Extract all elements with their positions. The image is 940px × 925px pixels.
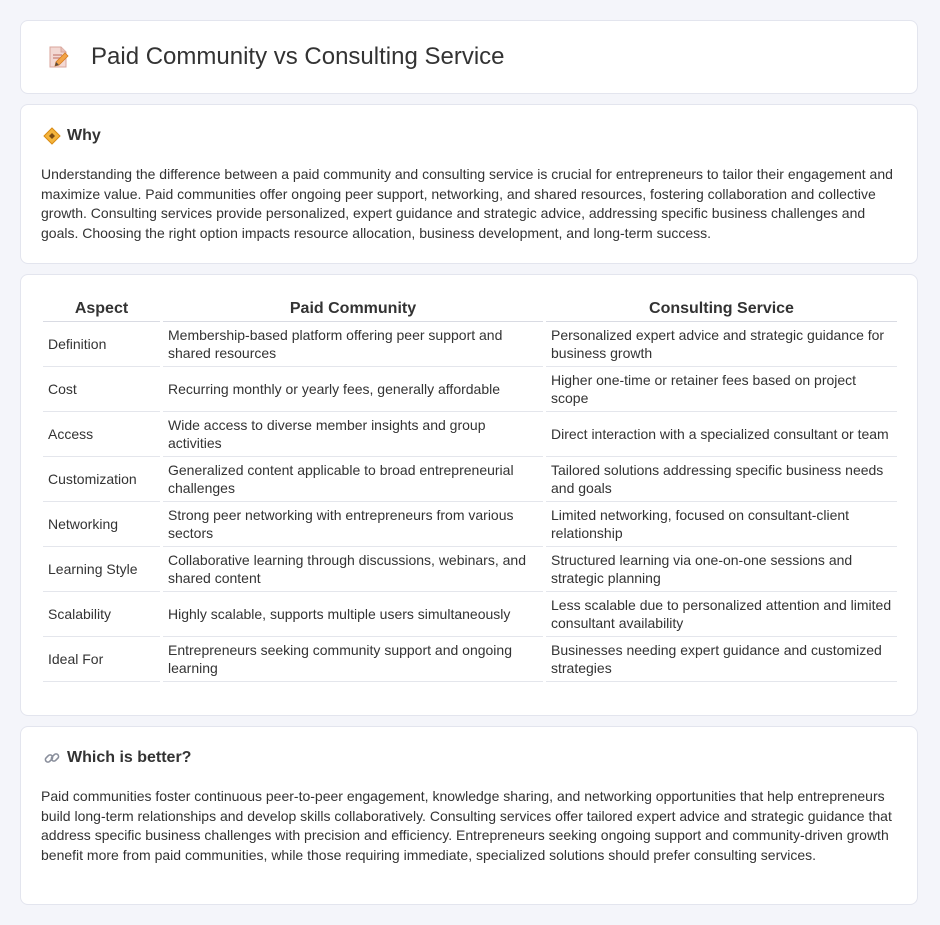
row-consulting-service: Limited networking, focused on consultant-client relationship bbox=[545, 502, 898, 547]
title-row bbox=[45, 43, 505, 71]
row-paid-community: Strong peer networking with entrepreneurs from various sectors bbox=[162, 502, 545, 547]
table-row bbox=[43, 502, 897, 547]
row-consulting-service: Higher one-time or retainer fees based on project scope bbox=[545, 367, 898, 412]
row-consulting-service: Personalized expert advice and strategic guidance for business growth bbox=[545, 322, 898, 367]
diamond-icon bbox=[43, 127, 61, 145]
table-row bbox=[43, 367, 897, 412]
header-paid-community: Paid Community bbox=[162, 297, 545, 322]
page-title: Paid Community vs Consulting Service bbox=[91, 43, 505, 70]
why-card bbox=[20, 104, 918, 264]
row-aspect: Ideal For bbox=[43, 637, 162, 682]
table-row bbox=[43, 592, 897, 637]
better-text: Paid communities foster continuous peer-to-peer engagement, knowledge sharing, and networking opportunities that help entrepreneurs build long-term relationships and develop skills collaboratively. Consulting services offer tailored expert advice and strategic guidance that address specific business challenges with precision and efficiency. Entrepreneurs seeking ongoing support and community-driven growth benefit more from paid communities, while those requiring immediate, specialized solutions should prefer consulting services. bbox=[41, 788, 892, 863]
table-row bbox=[43, 637, 897, 682]
table-card bbox=[20, 274, 918, 716]
row-aspect: Learning Style bbox=[43, 547, 162, 592]
table-row bbox=[43, 322, 897, 367]
document-pencil-icon bbox=[45, 44, 71, 70]
row-aspect: Customization bbox=[43, 457, 162, 502]
row-aspect: Definition bbox=[43, 322, 162, 367]
row-aspect: Networking bbox=[43, 502, 162, 547]
row-paid-community: Highly scalable, supports multiple users simultaneously bbox=[162, 592, 545, 637]
row-consulting-service: Businesses needing expert guidance and customized strategies bbox=[545, 637, 898, 682]
link-icon bbox=[43, 749, 61, 767]
row-paid-community: Collaborative learning through discussions, webinars, and shared content bbox=[162, 547, 545, 592]
row-paid-community: Generalized content applicable to broad entrepreneurial challenges bbox=[162, 457, 545, 502]
row-consulting-service: Less scalable due to personalized attention and limited consultant availability bbox=[545, 592, 898, 637]
row-paid-community: Wide access to diverse member insights and group activities bbox=[162, 412, 545, 457]
table-row bbox=[43, 457, 897, 502]
better-card bbox=[20, 726, 918, 905]
table-header-row bbox=[43, 297, 897, 322]
row-aspect: Scalability bbox=[43, 592, 162, 637]
row-paid-community: Entrepreneurs seeking community support and ongoing learning bbox=[162, 637, 545, 682]
row-paid-community: Recurring monthly or yearly fees, generally affordable bbox=[162, 367, 545, 412]
better-heading bbox=[43, 749, 191, 767]
better-title: Which is better? bbox=[67, 749, 192, 766]
row-consulting-service: Tailored solutions addressing specific business needs and goals bbox=[545, 457, 898, 502]
why-title: Why bbox=[67, 127, 101, 144]
row-aspect: Cost bbox=[43, 367, 162, 412]
table-row bbox=[43, 412, 897, 457]
row-paid-community: Membership-based platform offering peer support and shared resources bbox=[162, 322, 545, 367]
row-consulting-service: Structured learning via one-on-one sessions and strategic planning bbox=[545, 547, 898, 592]
why-text: Understanding the difference between a paid community and consulting service is crucial for entrepreneurs to tailor their engagement and maximize value. Paid communities offer ongoing peer support, networking, and shared resources, fostering collaboration and collective growth. Consulting services provide personalized, expert guidance and strategic advice, addressing specific business challenges and goals. Choosing the right option impacts resource allocation, business development, and long-term success. bbox=[41, 166, 893, 241]
header-card bbox=[20, 20, 918, 94]
comparison-table bbox=[43, 297, 897, 682]
header-aspect: Aspect bbox=[43, 297, 162, 322]
row-aspect: Access bbox=[43, 412, 162, 457]
table-row bbox=[43, 547, 897, 592]
why-heading bbox=[43, 127, 101, 145]
row-consulting-service: Direct interaction with a specialized consultant or team bbox=[545, 412, 898, 457]
header-consulting-service: Consulting Service bbox=[545, 297, 898, 322]
